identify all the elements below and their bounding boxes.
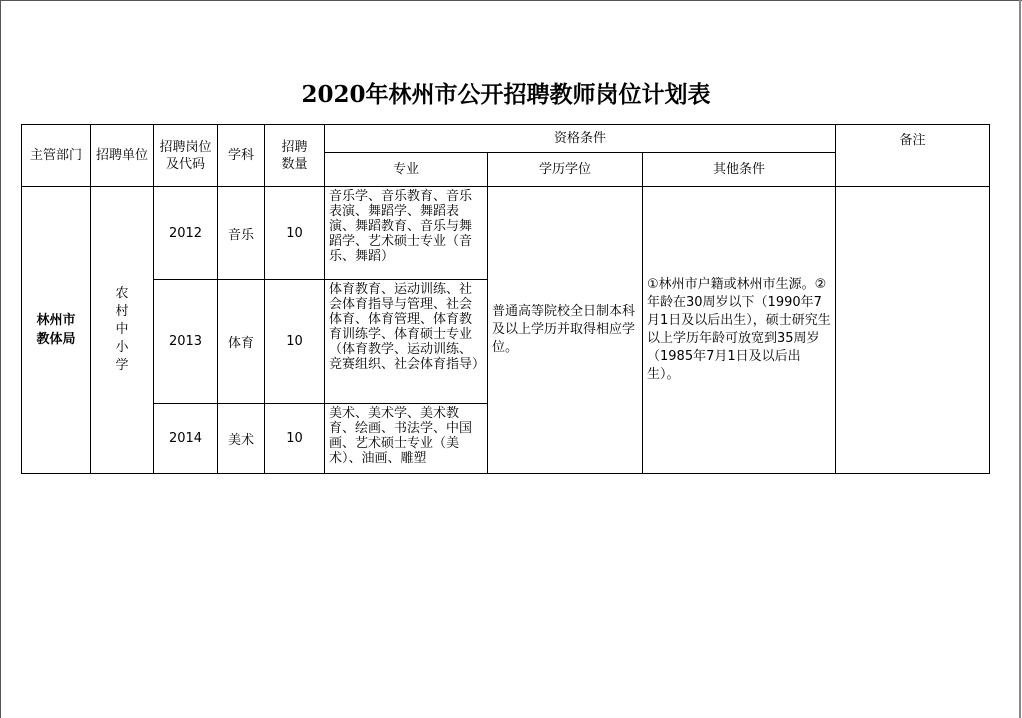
header-count: [265, 125, 325, 187]
education-cell: 普通高等院校全日制本科及以上学历并取得相应学位。: [488, 187, 643, 474]
unit-text: 农村中小学: [115, 286, 129, 373]
header-count-text: 招聘数量: [281, 139, 308, 172]
department-cell: [22, 187, 91, 474]
recruitment-plan-table: [21, 124, 990, 474]
count-cell: 10: [265, 187, 325, 280]
subject-cell: 体育: [218, 280, 265, 404]
header-department: 主管部门: [22, 125, 91, 187]
header-post-code: 招聘岗位及代码: [154, 125, 218, 187]
frame-right-line: [1019, 0, 1021, 718]
subject-cell: 音乐: [218, 187, 265, 280]
header-remarks: 备注: [836, 125, 990, 187]
major-cell: 音乐学、音乐教育、音乐表演、舞蹈学、舞蹈表演、舞蹈教育、音乐与舞蹈学、艺术硕士专业（音乐、舞蹈）: [325, 187, 488, 280]
major-cell: 美术、美术学、美术教育、绘画、书法学、中国画、艺术硕士专业（美术）、油画、雕塑: [325, 404, 488, 474]
header-other: 其他条件: [643, 153, 836, 187]
department-text: 林州市教体局: [36, 313, 76, 347]
header-subject: 学科: [218, 125, 265, 187]
major-cell: 体育教育、运动训练、社会体育指导与管理、社会体育、体育管理、体育教育训练学、体育硕士专业（体育教学、运动训练、竞赛组织、社会体育指导）: [325, 280, 488, 404]
count-cell: 10: [265, 280, 325, 404]
subject-cell: 美术: [218, 404, 265, 474]
post-code-cell: 2013: [154, 280, 218, 404]
frame-top-line: [0, 0, 1022, 1]
header-major: 专业: [325, 153, 488, 187]
post-code-cell: 2012: [154, 187, 218, 280]
header-qualifications: 资格条件: [325, 125, 836, 153]
header-education: 学历学位: [488, 153, 643, 187]
other-conditions-cell: ①林州市户籍或林州市生源。②年龄在30周岁以下（1990年7月1日及以后出生），硕士研究生以上学历年龄可放宽到35周岁（1985年7月1日及以后出生）。: [643, 187, 836, 474]
remarks-cell: [836, 187, 990, 474]
table-row: [22, 187, 990, 280]
count-cell: 10: [265, 404, 325, 474]
page-title: 2020年林州市公开招聘教师岗位计划表: [301, 81, 711, 108]
post-code-cell: 2014: [154, 404, 218, 474]
header-row-1: [22, 125, 990, 153]
header-unit: 招聘单位: [91, 125, 154, 187]
unit-cell: [91, 187, 154, 474]
